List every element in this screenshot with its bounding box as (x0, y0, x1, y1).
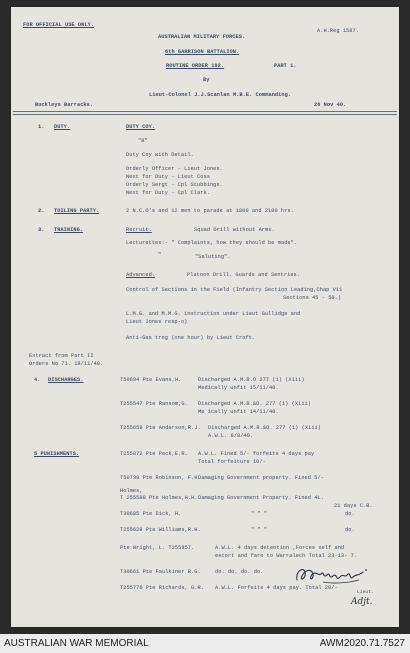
punishment-row-8-id: T255776 Pte Richards, G.R. (120, 585, 204, 591)
registration-number: A.H.Reg 1587. (317, 28, 359, 34)
header-rule-2 (13, 114, 397, 115)
punishment-row-3-id: T 255588 Pte Holmes,H.H. (120, 495, 198, 501)
overtyped-name: Holmes, (120, 488, 143, 494)
accession-number: AWM2020.71.7527 (319, 638, 405, 649)
lmg-line-2: Lieut Jones resp-o) (126, 319, 188, 325)
control-line-2: Sections 45 - 50.) (283, 295, 342, 301)
discharge-row-2-id: T255547 Pte Ransom,G. (120, 401, 188, 407)
anti-gas-line: Anti-Gas trng (one hour) by Lieut Croft. (126, 335, 256, 341)
duty-coy-detail: Duty Coy with Detail. (126, 152, 194, 158)
punishment-row-5-b: do. (345, 527, 355, 533)
recruit-training: Squad Drill without Arms. (194, 227, 275, 233)
saluting-line: "Saluting". (195, 254, 231, 260)
next-officer: Next for Duty - Lieut Coss (126, 174, 210, 180)
discharge-row-1-id: T50694 Pte Evans,H. (120, 377, 182, 383)
punishment-row-3-b: 21 days C.B. (334, 503, 373, 509)
punishment-row-2-a: Damaging Government property. Fined 5/- (198, 475, 324, 481)
control-line-1: Control of Sections in the Field (Infantry Section Leading,Chap V11 (126, 287, 343, 293)
next-sergeant: Next for Duty - Cpl Clark. (126, 190, 210, 196)
recruit-label: Recruit. (126, 227, 152, 233)
punishment-row-4-a: " " " (251, 511, 268, 517)
signatory-rank: Lieut. (357, 590, 374, 595)
lecturettes-line: Lecturettes:- " Complaints, how they should be made". (126, 240, 298, 246)
organisation-heading: AUSTRALIAN MILITARY FORCES. (158, 34, 246, 40)
part-label: PART 1. (274, 63, 297, 69)
discharge-row-3-id: T255659 Pte Anderson,R.J. (120, 425, 201, 431)
punishment-row-1-id: T255872 Pte Peck,E.R. (120, 451, 188, 457)
punishment-row-6-id: Pte Wright, L. T255857. (120, 545, 195, 551)
by-label: By (203, 77, 210, 83)
discharge-row-1-a: Discharged A.M.R.O 277 (1) (Xiii) (198, 377, 305, 383)
punishment-row-1-b: Total forfeiture 10/- (198, 459, 266, 465)
unit-heading: 6th GARRISON BATTALION. (165, 49, 240, 55)
punishment-row-2-id: T50739 Pte Robinson, F.H. (120, 475, 201, 481)
discharge-row-1-b: Medically unfit 15/11/40. (198, 385, 279, 391)
punishment-row-6-a: A.W.L. 4 days detention ,Forces self and (215, 545, 345, 551)
punishment-row-7-id: T30661 Pte Faulkiner R.G. (120, 569, 201, 575)
header-rule (13, 111, 397, 112)
signatory-role: Adjt. (351, 597, 373, 607)
extract-line-2: Orders No 71. 18/11/40. (29, 361, 104, 367)
duty-company-letter: "B" (138, 138, 148, 144)
orderly-sergeant: Orderly Sergt - Cpl Stubbings. (126, 182, 223, 188)
discharge-row-3-b: A.W.L. 8/8/40. (208, 433, 254, 439)
ditto-mark: " (158, 252, 162, 258)
section-1-heading: DUTY. (54, 124, 71, 130)
section-2-number: 2. (38, 208, 45, 214)
order-title: ROUTINE ORDER 192. (166, 63, 225, 69)
advanced-label: Advanced. (126, 272, 156, 278)
discharge-row-2-a: Discharged A.M.R.&O. 277 (1) (Xiii) (198, 401, 312, 407)
punishment-row-5-id: T255628 Pte Williams,R.H. (120, 527, 201, 533)
punishment-row-8-a: A.W.L. Forfeits 4 days pay. Total 20/- (215, 585, 338, 591)
punishment-row-7-a: do. do. do. do. (215, 569, 264, 575)
section-1-subheading: DUTY COY. (126, 124, 156, 130)
orderly-officer: Orderly Officer - Lieut Jones. (126, 166, 223, 172)
date-label: 26 Nov 40. (314, 102, 347, 108)
punishment-row-3-a: Damaging Government Property. Fined 4L. (198, 495, 324, 501)
punishment-row-4-id: T30685 Pte Dick, H. (120, 511, 182, 517)
section-2-text: 2 N.C.O's and 12 men to parade at 1800 and 2100 hrs. (126, 208, 294, 214)
section-4-number: 4. (34, 377, 41, 383)
extract-line-1: Extract from Part II (29, 353, 94, 359)
place-label: Buckleys Barracks. (35, 102, 94, 108)
section-3-number: 3. (38, 227, 45, 233)
discharge-row-3-a: Discharged A.M.R.&O. 277 (1) (Xiii) (208, 425, 322, 431)
section-2-heading: TOILING PARTY. (54, 208, 100, 214)
advanced-training: Platoon Drill. Guards and Sentries. (187, 272, 301, 278)
section-1-number: 1. (38, 124, 45, 130)
classification-label: FOR OFFICIAL USE ONLY. (23, 22, 95, 28)
punishment-row-5-a: " " " (251, 527, 268, 533)
lmg-line-1: L.M.G. and M.M.G. instruction under Lieut Gullidge and (126, 311, 301, 317)
handwritten-signature (293, 562, 381, 588)
punishment-row-1-a: A.W.L. Fined 5/- forfeits 4 days pay (198, 451, 315, 457)
punishment-row-4-b: do. (345, 511, 355, 517)
section-4-heading: DISCHARGES. (48, 377, 84, 383)
document-page (11, 7, 399, 627)
section-5-heading: 5 PUNISHMENTS. (34, 451, 80, 457)
archive-footer (0, 634, 410, 653)
discharge-row-2-b: Me ically unfit 14/11/40. (198, 409, 279, 415)
commander-line: Lieut-Colonel J.J.Scanlan M.B.E. Commanding. (149, 92, 292, 98)
archive-name: AUSTRALIAN WAR MEMORIAL (4, 638, 149, 649)
section-3-heading: TRAINING. (54, 227, 84, 233)
punishment-row-6-b: escort and fare to Warralech Total 23-13- 7. (215, 553, 358, 559)
